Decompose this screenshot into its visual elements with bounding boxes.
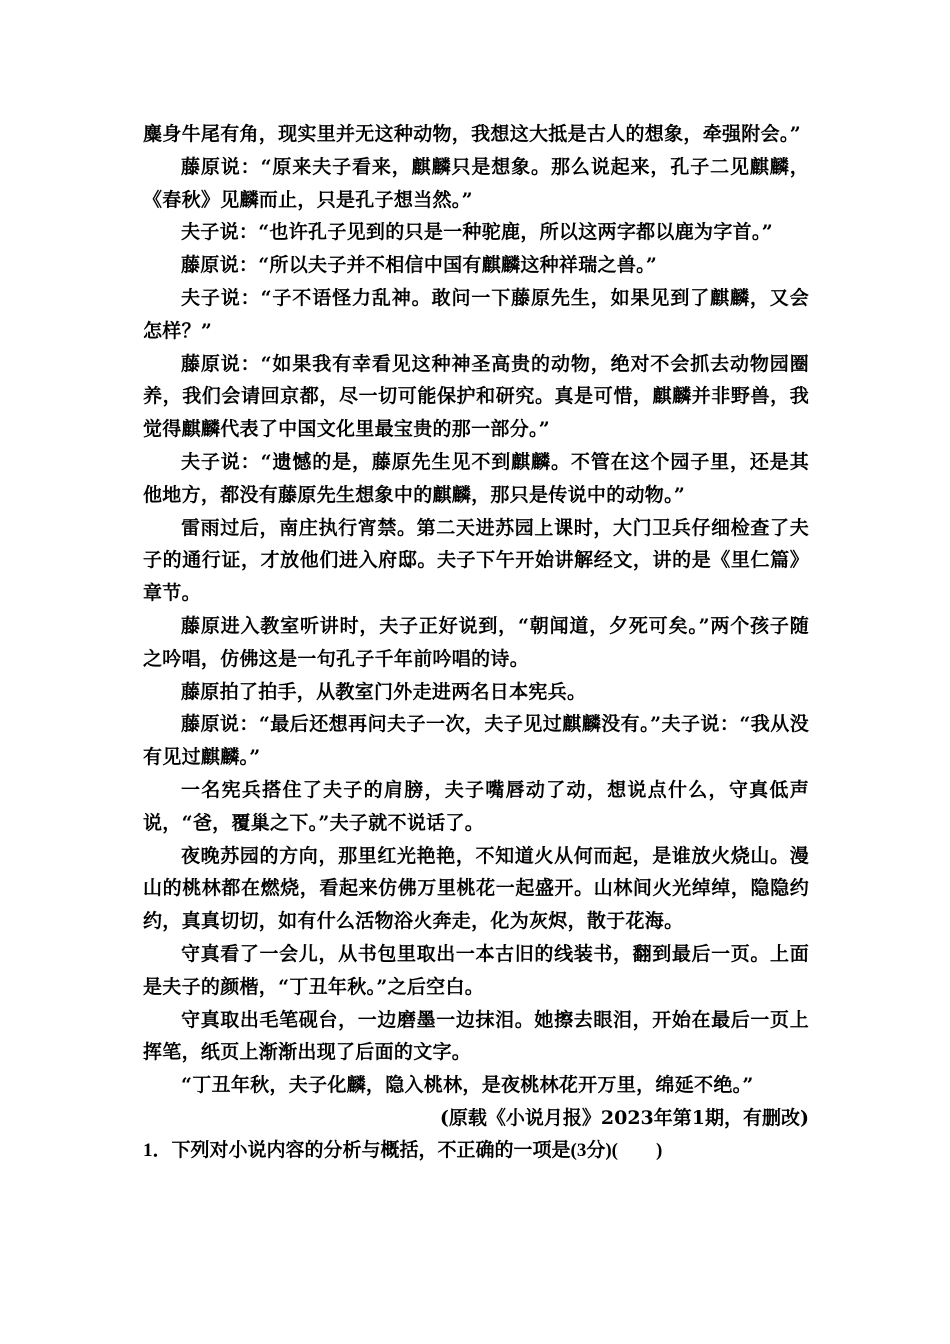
paragraph: 藤原说：“最后还想再问夫子一次，夫子见过麒麟没有。”夫子说：“我从没有见过麒麟。” (143, 713, 809, 769)
paragraph: 雷雨过后，南庄执行宵禁。第二天进苏园上课时，大门卫兵仔细检查了夫子的通行证，才放他们进入府邸。夫子下午开始讲解经文，讲的是《里仁篇》章节。 (143, 516, 809, 605)
paragraph: 藤原拍了拍手，从教室门外走进两名日本宪兵。 (181, 680, 587, 703)
paragraph: “丁丑年秋，夫子化麟，隐入桃林，是夜桃林花开万里，绵延不绝。” (181, 1074, 754, 1097)
paragraph: 夜晚苏园的方向，那里红光艳艳，不知道火从何而起，是谁放火烧山。漫山的桃林都在燃烧，看起来仿佛万里桃花一起盛开。山林间火光绰绰，隐隐约约，真真切切，如有什么活物浴火奔走，化为灰烬，散于花海。 (143, 844, 809, 933)
paragraph: 一名宪兵搭住了夫子的肩膀，夫子嘴唇动了动，想说点什么，守真低声说，“爸，覆巢之下。”夫子就不说话了。 (143, 778, 809, 834)
paragraph: 藤原说：“如果我有幸看见这种神圣高贵的动物，绝对不会抓去动物园圈养，我们会请回京都，尽一切可能保护和研究。真是可惜，麒麟并非野兽，我觉得麒麟代表了中国文化里最宝贵的那一部分。” (143, 352, 809, 441)
question-1: 1．下列对小说内容的分析与概括，不正确的一项是(3分)( ) (143, 1139, 663, 1161)
paragraph: 夫子说：“也许孔子见到的只是一种驼鹿，所以这两字都以鹿为字首。” (181, 221, 773, 244)
paragraph: 藤原说：“所以夫子并不相信中国有麒麟这种祥瑞之兽。” (181, 254, 658, 277)
paragraph: 守真看了一会儿，从书包里取出一本古旧的线装书，翻到最后一页。上面是夫子的颜楷，“丁丑年秋。”之后空白。 (143, 942, 809, 998)
paragraph: 麋身牛尾有角，现实里并无这种动物，我想这大抵是古人的想象，牵强附会。” (143, 123, 801, 145)
paragraph: 守真取出毛笔砚台，一边磨墨一边抹泪。她擦去眼泪，开始在最后一页上挥笔，纸页上渐渐出现了后面的文字。 (143, 1008, 809, 1064)
paragraph: 夫子说：“遗憾的是，藤原先生见不到麒麟。不管在这个园子里，还是其他地方，都没有藤原先生想象中的麒麟，那只是传说中的动物。” (143, 450, 809, 506)
paragraph: 夫子说：“子不语怪力乱神。敢问一下藤原先生，如果见到了麒麟，又会怎样？” (143, 286, 809, 342)
paragraph: 藤原进入教室听讲时，夫子正好说到，“朝闻道，夕死可矣。”两个孩子随之吟唱，仿佛这是一句孔子千年前吟唱的诗。 (143, 614, 809, 670)
source-citation: (原载《小说月报》2023年第1期，有删改) (439, 1106, 809, 1129)
paragraph: 藤原说：“原来夫子看来，麒麟只是想象。那么说起来，孔子二见麒麟，《春秋》见麟而止，只是孔子想当然。” (143, 155, 809, 211)
document-page (143, 118, 809, 1168)
